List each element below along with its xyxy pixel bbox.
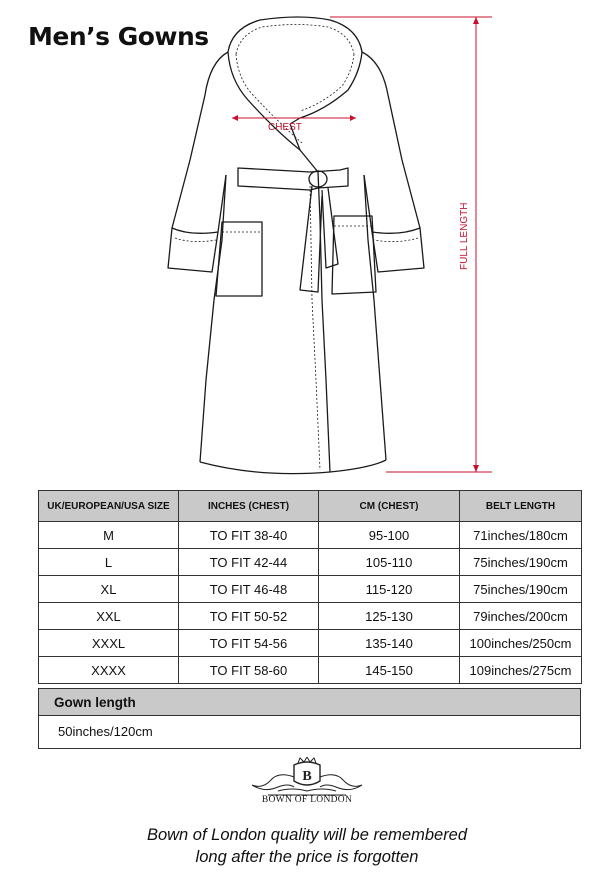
size-cell: XXXL xyxy=(39,630,179,657)
gown-length-value: 50inches/120cm xyxy=(38,716,581,749)
cm-cell: 115-120 xyxy=(319,576,460,603)
gown-length-header: Gown length xyxy=(38,688,581,716)
cm-cell: 145-150 xyxy=(319,657,460,684)
inches-cell: TO FIT 58-60 xyxy=(179,657,319,684)
inches-cell: TO FIT 38-40 xyxy=(179,522,319,549)
size-cell: XXXX xyxy=(39,657,179,684)
cm-cell: 95-100 xyxy=(319,522,460,549)
table-row xyxy=(39,657,582,684)
size-table xyxy=(38,490,582,684)
cm-cell: 125-130 xyxy=(319,603,460,630)
table-header-row xyxy=(39,491,582,522)
table-row xyxy=(39,549,582,576)
size-cell: XXL xyxy=(39,603,179,630)
brand-monogram: B xyxy=(302,769,312,784)
belt-cell: 75inches/190cm xyxy=(460,549,582,576)
header-cm: CM (CHEST) xyxy=(319,491,460,522)
table-row xyxy=(39,576,582,603)
chest-label: CHEST xyxy=(268,122,302,133)
table-row xyxy=(39,522,582,549)
belt-cell: 100inches/250cm xyxy=(460,630,582,657)
belt-cell: 79inches/200cm xyxy=(460,603,582,630)
belt-cell: 75inches/190cm xyxy=(460,576,582,603)
inches-cell: TO FIT 50-52 xyxy=(179,603,319,630)
size-cell: M xyxy=(39,522,179,549)
size-cell: XL xyxy=(39,576,179,603)
table-row xyxy=(39,603,582,630)
tagline-line-2: long after the price is forgotten xyxy=(195,848,419,866)
full-length-label: FULL LENGTH xyxy=(459,202,470,270)
header-size: UK/EUROPEAN/USA SIZE xyxy=(39,491,179,522)
inches-cell: TO FIT 42-44 xyxy=(179,549,319,576)
page-title: Men’s Gowns xyxy=(28,22,209,51)
inches-cell: TO FIT 54-56 xyxy=(179,630,319,657)
belt-cell: 109inches/275cm xyxy=(460,657,582,684)
header-inches: INCHES (CHEST) xyxy=(179,491,319,522)
brand-name: BOWN OF LONDON xyxy=(261,795,353,805)
cm-cell: 135-140 xyxy=(319,630,460,657)
inches-cell: TO FIT 46-48 xyxy=(179,576,319,603)
cm-cell: 105-110 xyxy=(319,549,460,576)
belt-cell: 71inches/180cm xyxy=(460,522,582,549)
size-cell: L xyxy=(39,549,179,576)
header-belt: BELT LENGTH xyxy=(460,491,582,522)
table-row xyxy=(39,630,582,657)
tagline-line-1: Bown of London quality will be remembered xyxy=(146,826,468,844)
